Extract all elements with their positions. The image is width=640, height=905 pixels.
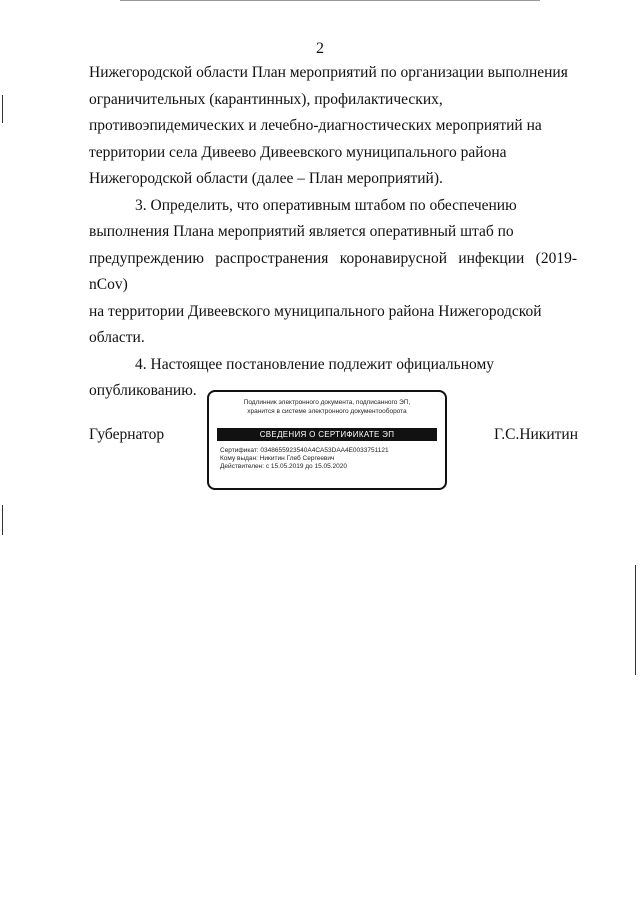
certificate-owner: Кому выдан: Никитин Глеб Сергеевич <box>220 455 335 462</box>
body-line: территории села Дивеево Дивеевского муниципального района <box>89 143 507 161</box>
scan-margin-mark <box>635 565 636 675</box>
body-line: выполнения Плана мероприятий является оперативный штаб по <box>89 223 514 240</box>
stamp-note-line: Подлинник электронного документа, подписанного ЭП, <box>243 399 411 406</box>
stamp-note <box>209 399 445 416</box>
body-line: на территории Дивеевского муниципального района Нижегородской <box>89 302 542 320</box>
stamp-details <box>220 447 445 471</box>
body-line: ограничительных (карантинных), профилактических, <box>89 90 443 108</box>
scan-margin-mark <box>2 95 3 123</box>
signatory-name: Г.С.Никитин <box>494 426 578 443</box>
certificate-validity: Действителен: с 15.05.2019 до 15.05.2020 <box>220 463 348 470</box>
body-line: 4. Настоящее постановление подлежит официальному <box>135 355 495 373</box>
page-number: 2 <box>316 40 324 57</box>
body-line: Нижегородской области (далее – План мероприятий). <box>89 170 443 187</box>
body-line: опубликованию. <box>89 382 197 399</box>
body-line: Нижегородской области План мероприятий по организации выполнения <box>89 64 568 81</box>
electronic-signature-stamp <box>207 390 447 490</box>
stamp-note-line: хранится в системе электронного документооборота <box>247 407 407 415</box>
scan-margin-mark <box>120 0 540 1</box>
stamp-header: СВЕДЕНИЯ О СЕРТИФИКАТЕ ЭП <box>217 428 437 441</box>
body-line: противоэпидемических и лечебно-диагностических мероприятий на <box>89 117 542 134</box>
body-line: предупреждению распространения коронавирусной инфекции (2019-nCov) <box>89 249 577 293</box>
certificate-number: Сертификат: 0348655923540A4CA53DAA4E0033751121 <box>220 447 389 454</box>
scan-margin-mark <box>2 505 3 535</box>
document-body <box>89 60 577 405</box>
body-line: 3. Определить, что оперативным штабом по обеспечению <box>135 196 517 214</box>
signatory-position: Губернатор <box>89 426 165 443</box>
body-line: области. <box>89 329 145 346</box>
